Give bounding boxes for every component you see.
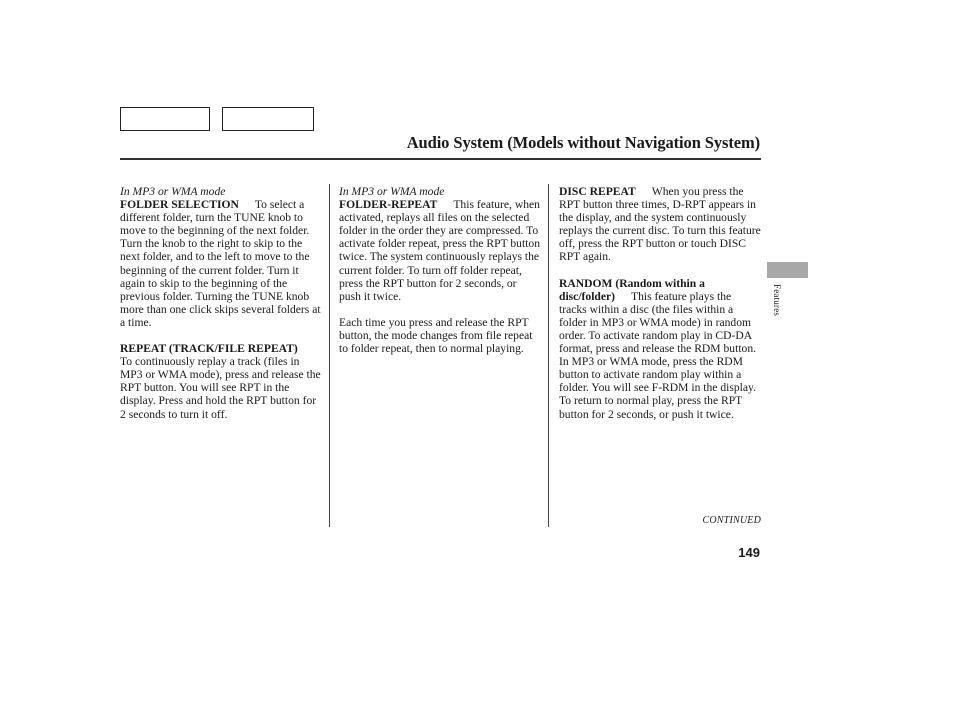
text-column-2 xyxy=(339,185,541,368)
section-tab-marker xyxy=(767,262,808,278)
section-heading: DISC REPEAT xyxy=(559,185,636,198)
section-heading: FOLDER-REPEAT xyxy=(339,198,438,212)
page-number: 149 xyxy=(738,545,760,560)
section-random xyxy=(559,277,761,421)
section-folder-repeat xyxy=(339,198,541,303)
section-folder-selection xyxy=(120,198,323,329)
column-divider xyxy=(329,184,330,527)
text-column-3 xyxy=(559,185,761,434)
section-heading: REPEAT (TRACK/FILE REPEAT) xyxy=(120,342,298,356)
section-heading: FOLDER SELECTION xyxy=(120,198,239,212)
title-rule xyxy=(120,158,761,160)
nav-button-next[interactable] xyxy=(222,107,314,131)
page-title: Audio System (Models without Navigation System) xyxy=(406,133,760,152)
column-divider xyxy=(548,184,549,527)
mode-label: In MP3 or WMA mode xyxy=(120,185,226,198)
section-disc-repeat xyxy=(559,185,761,264)
section-body: To select a different folder, turn the TUNE knob to move to the beginning of the next folder. Turn the knob to the right to skip to the next folder, and to the left to move to the beginning of the current folder. Turn it again to skip to the beginning of the previous folder. Turning the TUNE knob more than one click skips several folders at a time. xyxy=(120,198,321,329)
section-body: This feature, when activated, replays all files on the selected folder in the order they are compressed. To activate folder repeat, press the RPT button twice. The system continuously replays the current folder. To turn off folder repeat, press the RPT button for 2 seconds, or push it twice. xyxy=(339,198,541,303)
text-column-1 xyxy=(120,185,323,434)
section-heading: RANDOM (Random within a disc/folder) xyxy=(559,276,705,303)
continued-label: CONTINUED xyxy=(702,515,761,526)
section-mode-cycle xyxy=(339,316,541,355)
nav-button-previous[interactable] xyxy=(120,107,210,131)
section-body: This feature plays the tracks within a disc (the files within a folder in MP3 or WMA mode) in random order. To activate random play in CD-DA format, press and release the RDM button. In MP3 or WMA mode, press the RDM button to activate random play within a folder. You will see F-RDM in the display. To return to normal play, press the RPT button for 2 seconds, or push it twice. xyxy=(559,289,757,421)
section-tab-label: Features xyxy=(772,284,782,317)
section-body: When you press the RPT button three times, D-RPT appears in the display, and the system continuously replays the current disc. To turn this feature off, press the RPT button or touch DISC RPT again. xyxy=(559,185,761,264)
mode-label: In MP3 or WMA mode xyxy=(339,185,445,198)
section-body: To continuously replay a track (files in MP3 or WMA mode), press and release the RPT button. You will see RPT in the display. Press and hold the RPT button for 2 seconds to turn it off. xyxy=(120,355,321,421)
section-body: Each time you press and release the RPT button, the mode changes from file repeat to folder repeat, then to normal playing. xyxy=(339,315,533,356)
section-repeat-track xyxy=(120,342,323,421)
